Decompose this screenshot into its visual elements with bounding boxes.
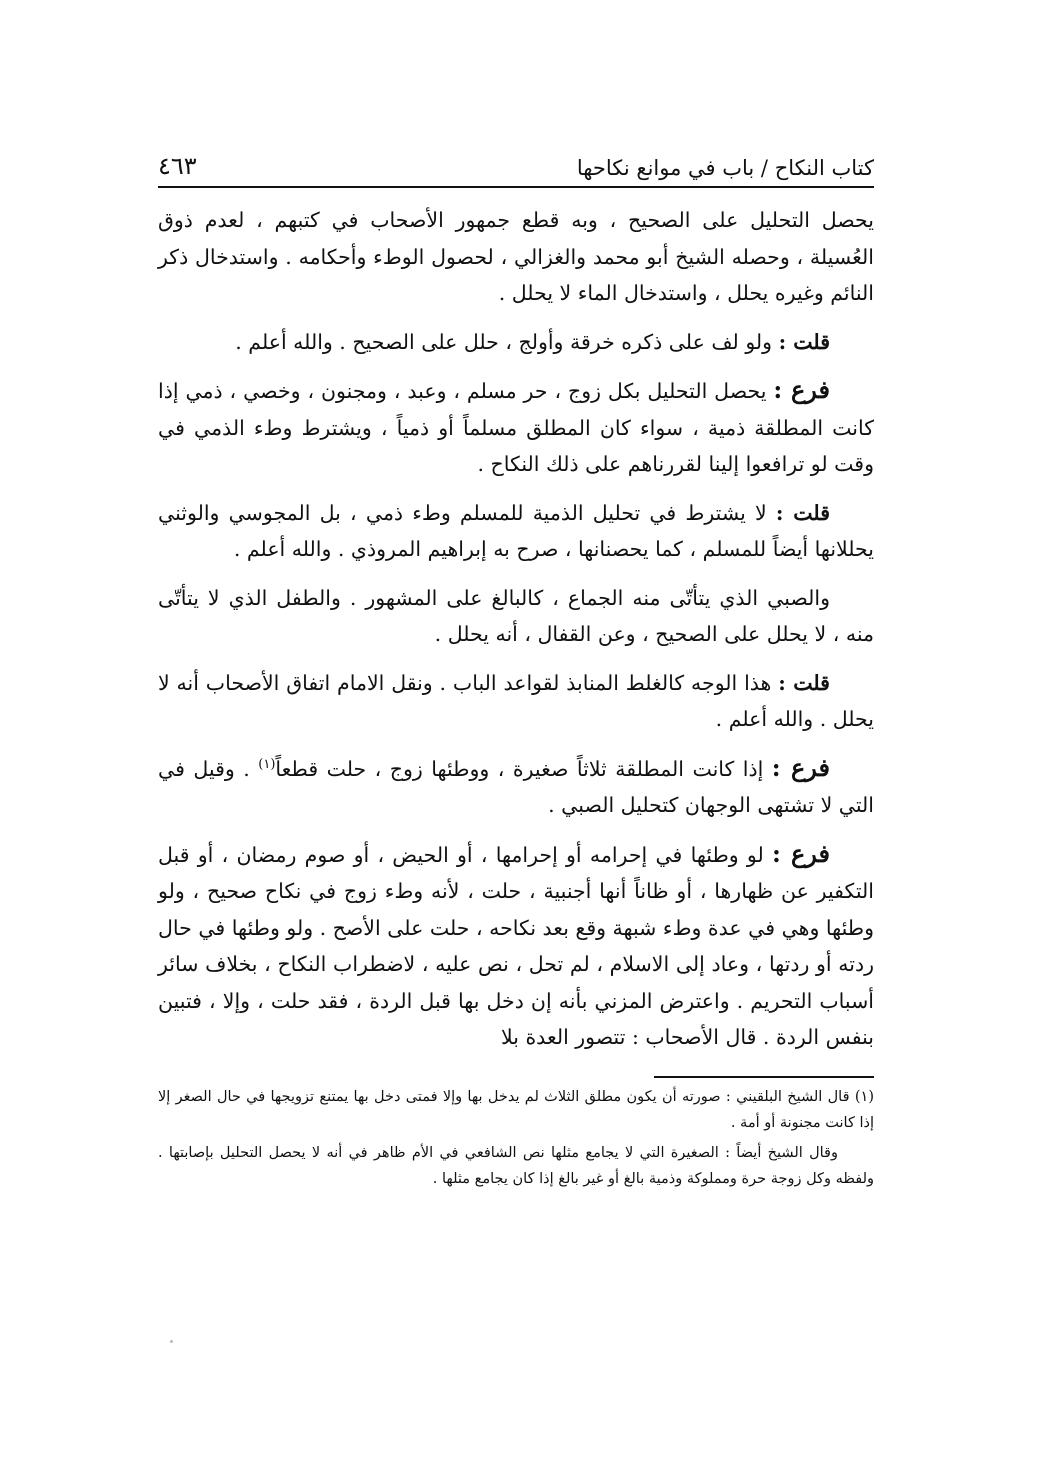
- far-label: فرع :: [773, 375, 830, 404]
- paragraph-text: هذا الوجه كالغلط المنابذ لقواعد الباب . ونقل الامام اتفاق الأصحاب أنه لا يحلل . والله أعلم .: [158, 670, 874, 731]
- paragraph-text: يحصل التحليل على الصحيح ، وبه قطع جمهور الأصحاب في كتبهم ، لعدم ذوق العُسيلة ، وحصله الشيخ أبو محمد والغزالي ، لحصول الوطء وأحكامه . واستدخال ذكر النائم وغيره يحلل ، واستدخال الماء لا يحلل .: [158, 208, 874, 305]
- qultu-label: قلت :: [778, 329, 830, 354]
- footnote-text: قال الشيخ البلقيني : صورته أن يكون مطلق الثلاث لم يدخل بها وإلا فمتى دخل بها يمتنع تزويجها في حال الصغر إلا إذا كانت مجنونة أو أمة .: [158, 1088, 874, 1131]
- book-page: [158, 140, 874, 1196]
- scan-speck: [170, 1340, 173, 1343]
- qultu-label: قلت :: [778, 670, 830, 695]
- paragraph: [158, 836, 874, 1056]
- footnote: [158, 1140, 874, 1192]
- paragraph: [158, 202, 874, 312]
- main-text: [158, 202, 874, 1056]
- page-header: [158, 140, 874, 188]
- paragraph: [158, 495, 874, 568]
- qultu-label: قلت :: [775, 500, 831, 525]
- paragraph-text: والصبي الذي يتأتّى منه الجماع ، كالبالغ على المشهور . والطفل الذي لا يتأتّى منه ، لا يحلل على الصحيح ، وعن القفال ، أنه يحلل .: [158, 585, 874, 646]
- paragraph-text: لو وطئها في إحرامه أو إحرامها ، أو الحيض ، أو صوم رمضان ، أو قبل التكفير عن ظهارها ، أو ظاناً أنها أجنبية ، حلت ، لأنه وطء زوج في نكاح صحيح ، ولو وطئها وهي في عدة وطء شبهة وقع بعد نكاحه ، حلت على الأصح . ولو وطئها في حال ردته أو ردتها ، وعاد إلى الاسلام ، لم تحل ، نص عليه ، لاضطراب النكاح ، بخلاف سائر أسباب التحريم . واعترض المزني بأنه إن دخل بها قبل الردة ، فقد حلت ، وإلا ، فتبين بنفس الردة . قال الأصحاب : تتصور العدة بلا: [158, 842, 874, 1049]
- paragraph-text: . وقيل في التي لا تشتهى الوجهان كتحليل الصبي .: [158, 756, 874, 817]
- page-number: ٤٦٣: [158, 152, 197, 180]
- footnote-divider: [654, 1076, 874, 1078]
- far-label: فرع :: [771, 752, 830, 782]
- footnote: [158, 1084, 874, 1136]
- paragraph-text: ولو لف على ذكره خرقة وأولج ، حلل على الصحيح . والله أعلم .: [235, 329, 779, 354]
- paragraph: [158, 372, 874, 483]
- paragraph-text: يحصل التحليل بكل زوج ، حر مسلم ، وعبد ، ومجنون ، وخصي ، ذمي إذا كانت المطلقة ذمية ، سواء كان المطلق مسلماً أو ذمياً ، ويشترط وطء الذمي في وقت لو ترافعوا إلينا لقررناهم على ذلك النكاح .: [158, 379, 874, 476]
- paragraph: [158, 750, 874, 824]
- far-label: فرع :: [772, 838, 831, 868]
- running-title: كتاب النكاح / باب في موانع نكاحها: [576, 156, 874, 180]
- footnotes: [158, 1084, 874, 1192]
- footnote-text: وقال الشيخ أيضاً : الصغيرة التي لا يجامع مثلها نص الشافعي في الأم ظاهر في أنه لا يحصل التحليل بإصابتها . ولفظه وكل زوجة حرة ومملوكة وذمية بالغ أو غير بالغ إذا كان يجامع مثلها .: [158, 1144, 874, 1187]
- paragraph: [158, 580, 874, 653]
- paragraph-text: لا يشترط في تحليل الذمية للمسلم وطء ذمي ، بل المجوسي والوثني يحللانها أيضاً للمسلم ، كما يحصنانها ، صرح به إبراهيم المروذي . والله أعلم .: [158, 500, 874, 561]
- paragraph: [158, 665, 874, 738]
- paragraph-text: إذا كانت المطلقة ثلاثاً صغيرة ، ووطئها زوج ، حلت قطعاً: [275, 756, 772, 781]
- footnote-ref[interactable]: (١): [258, 756, 276, 772]
- footnote-number: (١): [854, 1088, 874, 1105]
- paragraph: [158, 324, 874, 361]
